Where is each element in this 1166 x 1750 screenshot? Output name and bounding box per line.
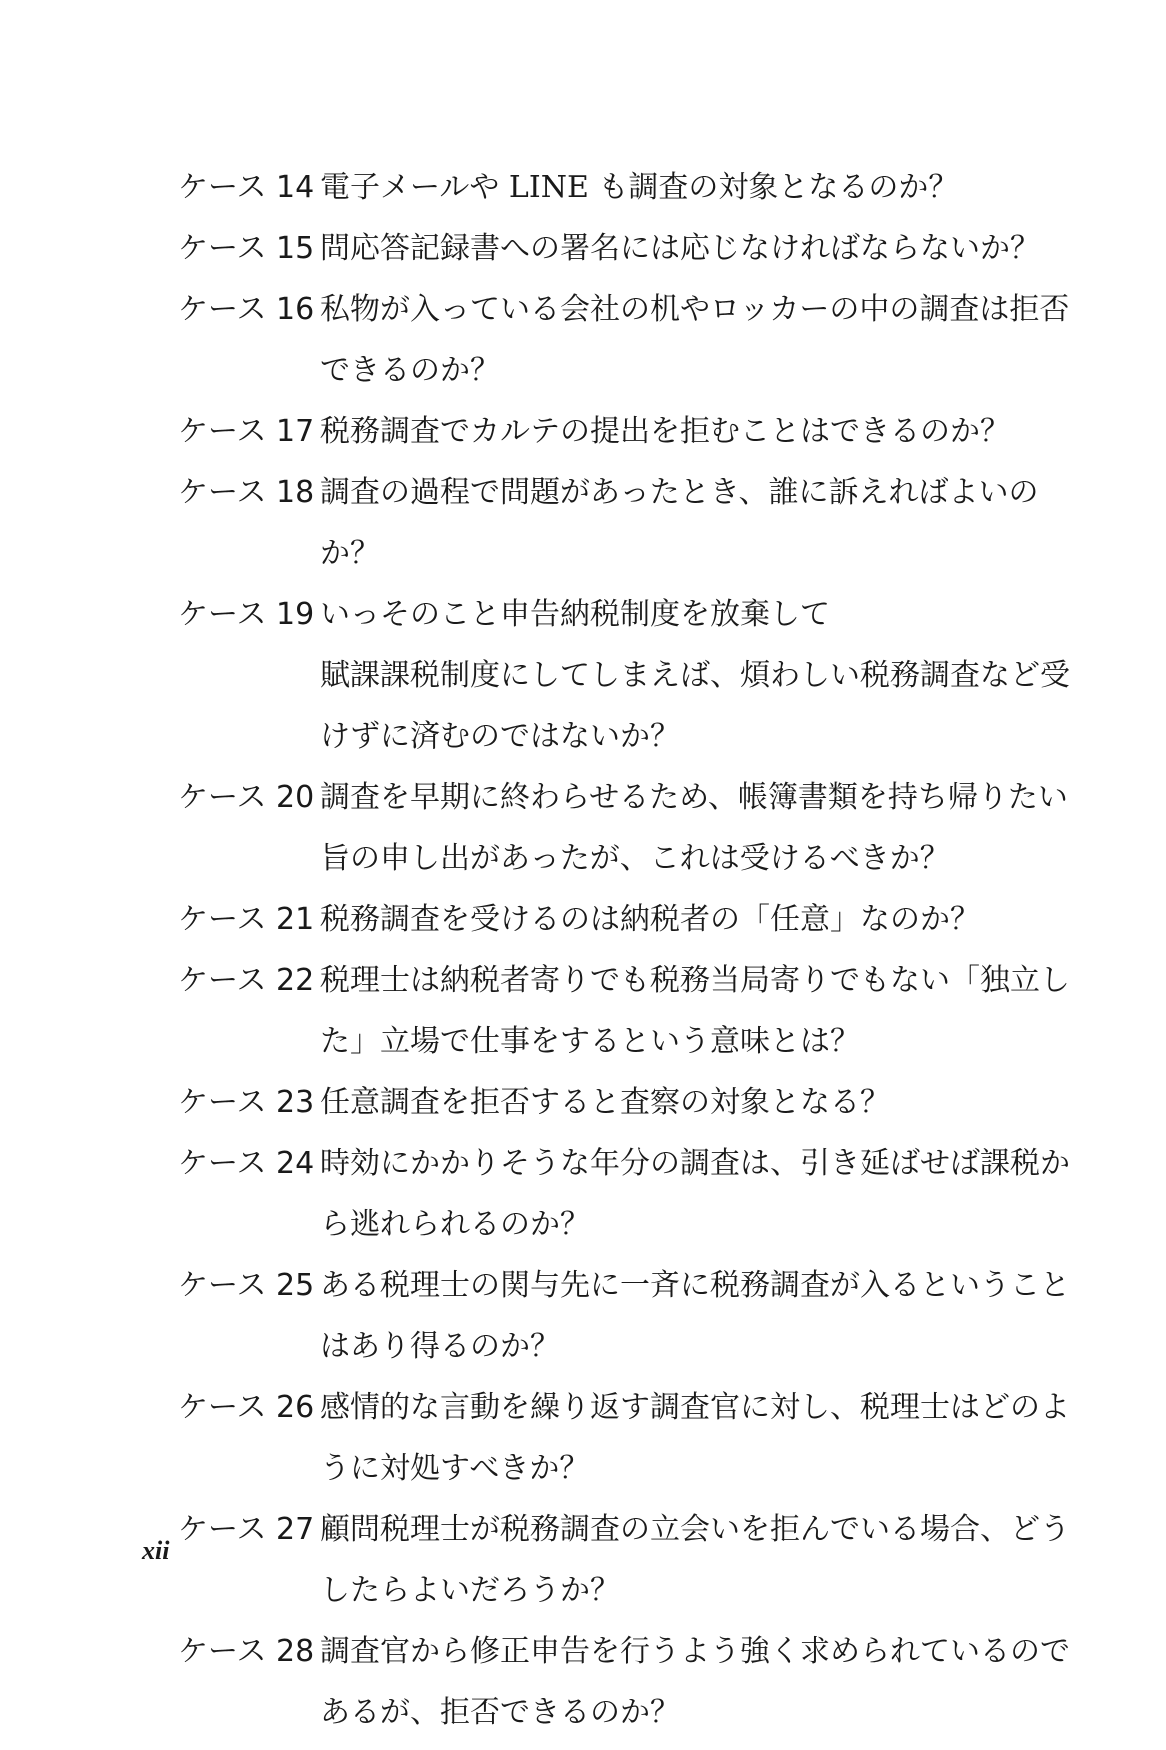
case-title [320,774,1068,883]
toc-entry [178,469,1039,578]
case-title-line: うに対処すべきか？ [320,1451,590,1486]
case-title-line: た」立場で仕事をするという意味とは？ [320,1024,860,1059]
case-title [320,1628,1070,1737]
case-title-line: 私物が入っている会社の机やロッカーの中の調査は拒否 [320,292,1070,327]
case-title-line: けずに済むのではないか？ [320,719,680,754]
case-title-line: 税務調査を受けるのは納税者の「任意」なのか？ [320,902,980,937]
case-title [320,225,1040,273]
case-title-line: 調査を早期に終わらせるため、帳簿書類を持ち帰りたい [320,780,1068,815]
case-title-line: 調査の過程で問題があったとき、誰に訴えればよいの [320,475,1039,510]
case-number: ケース 25 [178,1268,315,1303]
case-number: ケース 16 [178,292,315,327]
case-number: ケース 23 [178,1085,315,1120]
case-title-line: 問応答記録書への署名には応じなければならないか？ [320,231,1040,266]
toc-entry [178,896,1018,944]
case-title-line: はあり得るのか？ [320,1329,560,1364]
case-title [320,286,1069,395]
case-title-line: 調査官から修正申告を行うよう強く求められているので [320,1634,1070,1669]
toc-entry [178,1384,1070,1493]
case-number: ケース 19 [178,597,315,632]
case-title [320,1140,1070,1249]
case-number: ケース 28 [178,1634,315,1669]
case-title-line: 顧問税理士が税務調査の立会いを拒んでいる場合、どう [320,1512,1070,1547]
case-title-line: 感情的な言動を繰り返す調査官に対し、税理士はどのよ [320,1390,1070,1425]
case-number: ケース 27 [178,1512,315,1547]
case-title-line: 電子メールや LINE も調査の対象となるのか？ [320,170,959,205]
toc-entry [178,957,1070,1066]
case-title [320,896,1018,944]
case-number: ケース 17 [178,414,315,449]
case-title-line: したらよいだろうか？ [320,1573,620,1608]
case-title [320,408,1018,456]
toc-entry [178,164,1018,212]
case-number: ケース 22 [178,963,315,998]
case-title [320,1384,1070,1493]
case-title [320,164,1018,212]
toc-entry [178,1262,1070,1371]
toc-entry [178,1079,1018,1127]
page-number: xii [142,1536,170,1565]
case-title-line: いっそのこと申告納税制度を放棄して [320,597,830,632]
toc-entry [178,286,1070,395]
toc-entry [178,408,1018,456]
case-title-line: あるが、拒否できるのか？ [320,1695,680,1730]
case-number: ケース 14 [178,170,315,205]
case-title [320,591,1070,761]
case-title [320,469,1039,578]
toc-entry [178,1140,1070,1249]
toc-entry [178,1506,1070,1615]
toc-entry [178,774,1068,883]
case-title-line: ら逃れられるのか？ [320,1207,590,1242]
case-title-line: か？ [320,536,380,571]
case-number: ケース 15 [178,231,315,266]
toc-entry [178,225,1040,273]
case-number: ケース 24 [178,1146,315,1181]
case-number: ケース 21 [178,902,315,937]
case-number: ケース 18 [178,475,315,510]
case-title-line: ある税理士の関与先に一斉に税務調査が入るということ [320,1268,1070,1303]
case-title-line: できるのか？ [320,353,500,388]
case-title [320,1506,1070,1615]
case-title-line: 賦課課税制度にしてしまえば、煩わしい税務調査など受 [320,658,1070,693]
case-title [320,1262,1070,1371]
case-title-line: 旨の申し出があったが、これは受けるべきか？ [320,841,950,876]
table-of-contents [178,164,1070,1750]
case-number: ケース 26 [178,1390,315,1425]
case-title-line: 税理士は納税者寄りでも税務当局寄りでもない「独立し [320,963,1070,998]
case-title-line: 税務調査でカルテの提出を拒むことはできるのか？ [320,414,1010,449]
toc-entry [178,1628,1070,1737]
toc-entry [178,591,1070,761]
case-title-line: 時効にかかりそうな年分の調査は、引き延ばせば課税か [320,1146,1070,1181]
case-title-line: 任意調査を拒否すると査察の対象となる？ [320,1085,890,1120]
case-number: ケース 20 [178,780,315,815]
case-title [320,1079,1018,1127]
case-title [320,957,1070,1066]
